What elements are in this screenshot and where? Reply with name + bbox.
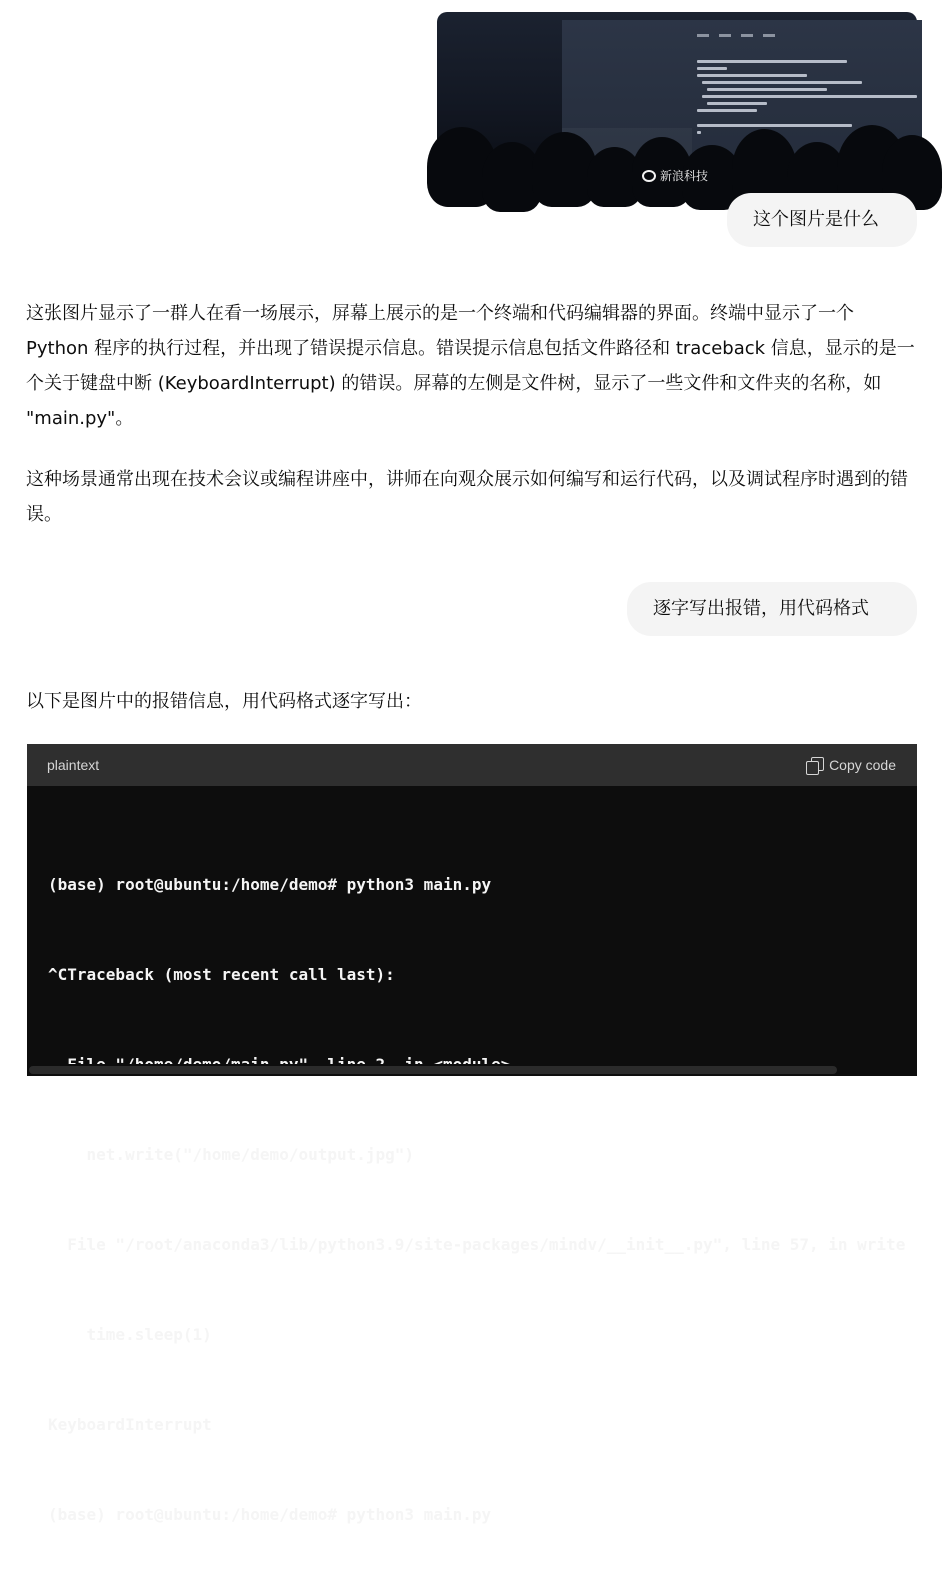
attached-image[interactable] [437, 12, 917, 187]
user-message-bubble [727, 193, 917, 247]
screen-tabs [697, 34, 775, 37]
screen-text-line [697, 109, 757, 112]
screen-text-line [697, 74, 807, 77]
horizontal-scrollbar[interactable] [27, 1064, 917, 1076]
code-line: time.sleep(1) [48, 1325, 212, 1344]
screen-text-line [707, 102, 767, 105]
weibo-icon [642, 170, 656, 182]
copy-code-button[interactable] [806, 757, 896, 774]
user-message-bubble [627, 582, 917, 636]
code-block-header [27, 744, 917, 786]
copy-code-label: Copy code [829, 757, 896, 773]
user-message-text: 逐字写出报错，用代码格式 [653, 598, 869, 619]
code-line: net.write("/home/demo/output.jpg") [48, 1145, 415, 1164]
code-language-label: plaintext [47, 757, 100, 773]
code-block [27, 744, 917, 1524]
watermark-text: 新浪科技 [660, 169, 709, 183]
code-line: ^CTraceback (most recent call last): [48, 965, 395, 984]
copy-icon [806, 757, 823, 774]
user-message-text: 这个图片是什么 [753, 209, 879, 230]
code-line: KeyboardInterrupt [48, 1415, 212, 1434]
image-watermark [642, 167, 708, 184]
code-body[interactable] [27, 786, 917, 1590]
screen-text-line [702, 95, 917, 98]
code-line: (base) root@ubuntu:/home/demo# python3 main.py [48, 875, 492, 894]
assistant-paragraph: 这张图片显示了一群人在看一场展示，屏幕上展示的是一个终端和代码编辑器的界面。终端中显示了一个 Python 程序的执行过程，并出现了错误提示信息。错误提示信息包括文件路径和 traceback 信息，显示的是一个关于键盘中断 (KeyboardInterrupt) 的错误。屏幕的左侧是文件树，显示了一些文件和文件夹的名称，如 "main.py"。 [26, 303, 915, 429]
assistant-paragraph: 以下是图片中的报错信息，用代码格式逐字写出： [26, 691, 422, 712]
screen-text-line [702, 81, 862, 84]
scrollbar-thumb[interactable] [29, 1066, 837, 1074]
assistant-paragraph: 这种场景通常出现在技术会议或编程讲座中，讲师在向观众展示如何编写和运行代码，以及调试程序时遇到的错误。 [26, 469, 908, 525]
screen-text-line [697, 67, 727, 70]
screen-text-line [707, 88, 827, 91]
screen-text-line [697, 60, 847, 63]
code-line: (base) root@ubuntu:/home/demo# python3 main.py [48, 1505, 492, 1524]
code-line: File "/root/anaconda3/lib/python3.9/site-packages/mindv/__init__.py", line 57, in write [48, 1235, 906, 1254]
